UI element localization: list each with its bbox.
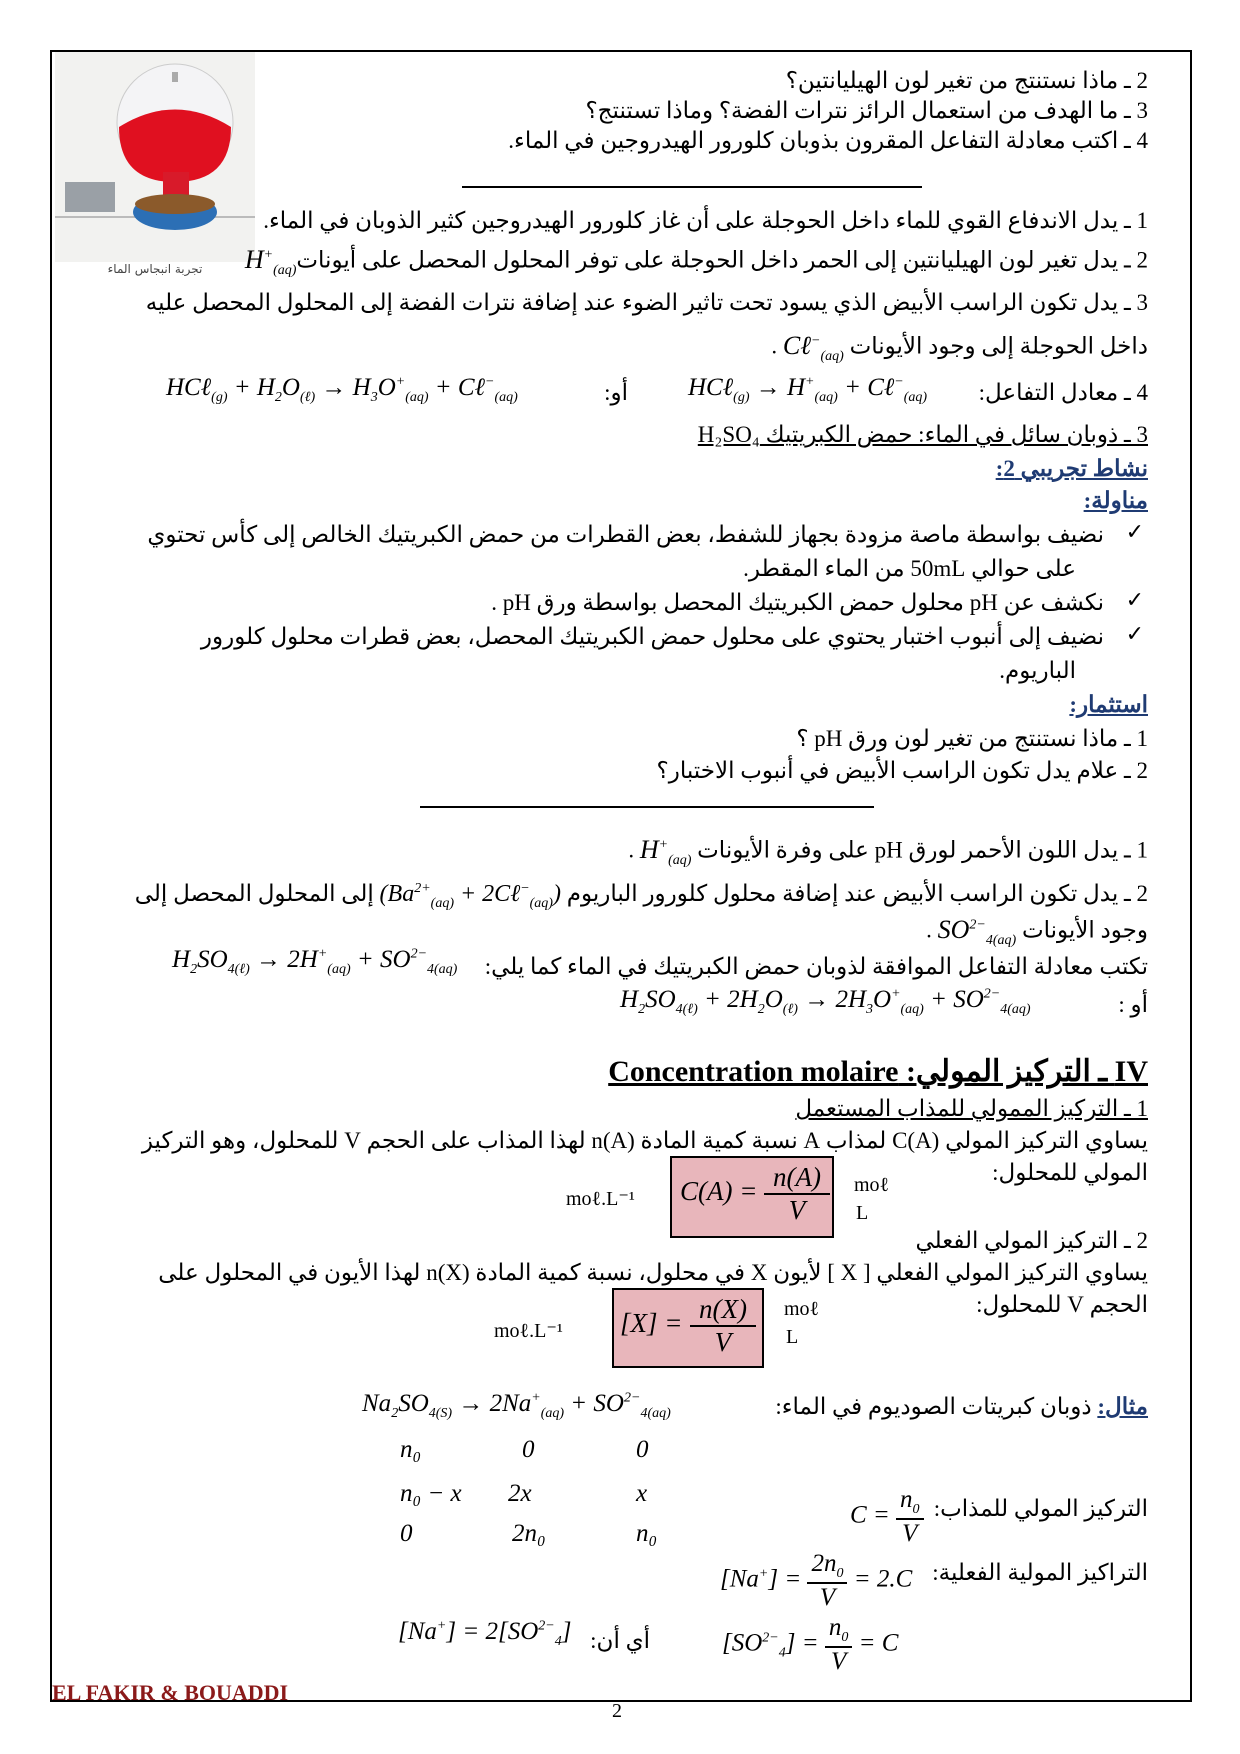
example-line — [775, 1392, 1148, 1422]
formula-na-conc: [Na+] = $\frac{2n_0}{V}$ = 2.C — [720, 1550, 913, 1611]
example-label: مثال: — [1097, 1394, 1148, 1419]
answer2-1: 1 ـ يدل اللون الأحمر لورق pH على وفرة الأيونات $H^+_{(aq)}$ . — [628, 834, 1148, 868]
subsection-1-title: 1 ـ التركيز الممولي للمذاب المستعمل — [795, 1096, 1148, 1121]
check-icon: ✓ — [1125, 520, 1144, 545]
activity2-title: نشاط تجريبي 2: — [995, 456, 1148, 481]
solute-concentration-label: التركيز المولي للمذاب: — [933, 1496, 1148, 1521]
table-cell: 2n₀ — [512, 1520, 546, 1547]
equation-hcl-1: HCℓ$_{(g)}$ → $H^+_{(aq)}$ + Cℓ−$_{(aq)}$ — [688, 374, 928, 405]
equation-hcl-2: HCℓ$_{(g)}$ + $H_2O_{(\ell)} \to H_3O^+_{(aq)}$ + Cℓ−$_{(aq)}$ — [166, 374, 518, 405]
definition-1-line1: يساوي التركيز المولي C(A) لمذاب A نسبة كمية المادة n(A) لهذا المذاب على الحجم V للمحلول، وهو التركيز — [141, 1128, 1148, 1153]
answer1-3-line1: 3 ـ يدل تكون الراسب الأبيض الذي يسود تحت تاثير الضوء عند إضافة نترات الفضة إلى المحلول المحصل عليه — [145, 290, 1148, 315]
unit-mol-1: moℓ — [854, 1174, 890, 1196]
separator-1 — [462, 186, 922, 188]
equation-intro: تكتب معادلة التفاعل الموافقة لذوبان حمض الكبريتيك في الماء كما يلي: — [484, 954, 1148, 979]
answer1-4-label: 4 ـ معادل التفاعل: — [978, 380, 1148, 405]
table-cell: n₀ − x — [400, 1480, 462, 1507]
fountain-experiment-photo — [55, 52, 255, 262]
footer-authors: EL FAKIR & BOUADDI — [52, 1680, 289, 1705]
check-icon: ✓ — [1125, 622, 1144, 647]
ion-concentrations-label: التراكيز المولية الفعلية: — [932, 1560, 1148, 1585]
answer2-2-text: 2 ـ يدل تكون الراسب الأبيض عند إضافة محلول كلورور الباريوم — [566, 881, 1148, 906]
formula-box-ca: C(A) = n(A) V — [670, 1156, 834, 1238]
table-cell: n₀ — [636, 1520, 658, 1547]
step-1-line1: نضيف بواسطة ماصة مزودة بجهاز للشفط، بعض القطرات من حمض الكبريتيك الخالص إلى كأس تحتوي — [147, 522, 1104, 547]
subsection-2-title: 2 ـ التركيز المولي الفعلي — [915, 1228, 1148, 1253]
definition-1-line2: المولي للمحلول: — [992, 1160, 1148, 1185]
answer2-1-text: 1 ـ يدل اللون الأحمر لورق pH على وفرة الأيونات — [697, 837, 1148, 863]
exploit-question-2: 2 ـ علام يدل تكون الراسب الأبيض في أنبوب الاختبار؟ — [656, 758, 1148, 783]
formula-c-solute: C = $\frac{n_0}{V}$ — [850, 1486, 924, 1548]
or-label-1: أو: — [604, 380, 628, 405]
step-1-line2: على حوالي 50mL من الماء المقطر. — [743, 556, 1076, 581]
unit-conc-1: moℓ.L⁻¹ — [566, 1188, 635, 1210]
equation-na2so4: $Na_2SO_{4(S)} \to 2Na^+_{(aq)} + SO^{2-}_{4(aq)}$ — [362, 1390, 671, 1421]
separator-2 — [420, 806, 874, 808]
answer1-1: 1 ـ يدل الاندفاع القوي للماء داخل الحوجلة على أن غاز كلورور الهيدروجين كثير الذوبان في الماء. — [263, 208, 1148, 233]
equation-h2so4-2: $H_2SO_{4(\ell)} + 2H_2O_{(\ell)} \to 2H_3O^+_{(aq)} + SO^{2-}_{4(aq)}$ — [620, 986, 1031, 1017]
answer2-2-tail: إلى المحلول المحصل إلى — [134, 881, 374, 906]
table-cell: 0 — [400, 1520, 413, 1547]
answer2-2-line2-text: وجود الأيونات — [1021, 917, 1148, 943]
equation-h2so4-1: $H_2SO_{4(\ell)} \to 2H^+_{(aq)} + SO^{2-}_{4(aq)}$ — [172, 946, 458, 977]
definition-2-line1: يساوي التركيز المولي الفعلي [ X ] لأيون X في محلول، نسبة كمية المادة n(X) لهذا الأيون في المحلول على — [158, 1260, 1148, 1285]
formula-box-x: [X] = n(X) V — [612, 1288, 764, 1368]
formula-relation: $[Na^+] = 2[SO^{2-}_4]$ — [398, 1618, 572, 1649]
exploit-question-1: 1 ـ ماذا نستنتج من تغير لون ورق pH ؟ — [796, 726, 1148, 751]
table-cell: 0 — [522, 1436, 535, 1463]
question-2: 2 ـ ماذا نستنتج من تغير لون الهيليانتين؟ — [785, 68, 1148, 93]
answer2-2-line1: 2 ـ يدل تكون الراسب الأبيض عند إضافة محلول كلورور الباريوم ($Ba^{2+}_{(aq)}$ + 2Cℓ−$_{(aq)}$) إلى المحلول المحصل إلى — [134, 881, 1148, 911]
thus-label: أي أن: — [590, 1628, 650, 1653]
table-cell: x — [636, 1480, 648, 1507]
unit-l-1: L — [856, 1202, 869, 1224]
question-4: 4 ـ اكتب معادلة التفاعل المقرون بذوبان كلورور الهيدروجين في الماء. — [508, 128, 1148, 153]
unit-l-2: L — [786, 1326, 799, 1348]
table-cell: 2x — [508, 1480, 532, 1507]
definition-2-line2: الحجم V للمحلول: — [976, 1292, 1148, 1317]
photo-caption: تجربة انبجاس الماء — [107, 262, 203, 276]
formula-so4-conc: $[SO^{2-}_4]$ = $\frac{n_0}{V}$ = C — [722, 1614, 899, 1675]
step-3-line1: نضيف إلى أنبوب اختبار يحتوي على محلول حمض الكبريتيك المحصل، بعض قطرات محلول كلورور — [200, 624, 1104, 649]
section-iv-title: IV ـ التركيز المولي: Concentration molaire — [608, 1055, 1148, 1088]
question-3: 3 ـ ما الهدف من استعمال الرائز نترات الفضة؟ وماذا تستنتج؟ — [585, 98, 1148, 123]
step-2: نكشف عن pH محلول حمض الكبريتيك المحصل بواسطة ورق pH . — [491, 590, 1104, 615]
answer1-3-line2-text: داخل الحوجلة إلى وجود الأيونات — [849, 333, 1148, 359]
step-3-line2: الباريوم. — [999, 658, 1076, 683]
example-text: ذوبان كبريتات الصوديوم في الماء: — [775, 1394, 1092, 1419]
page-number: 2 — [612, 1700, 622, 1722]
unit-conc-2: moℓ.L⁻¹ — [494, 1320, 563, 1342]
answer1-5: 3 ـ ذوبان سائل في الماء: حمض الكبريتيك H₂SO₄ — [697, 422, 1148, 447]
answer1-4 — [979, 378, 1148, 408]
answer1-2-text: 2 ـ يدل تغير لون الهيليانتين إلى الحمر داخل الحوجلة على توفر المحلول المحصل على أيونات — [296, 247, 1148, 273]
table-cell: n₀ — [400, 1436, 422, 1463]
answer1-2: 2 ـ يدل تغير لون الهيليانتين إلى الحمر داخل الحوجلة على توفر المحلول المحصل على أيوناتH+$_{(aq)}$ — [244, 244, 1148, 278]
unit-mol-2: moℓ — [784, 1298, 820, 1320]
answer1-3-line2: داخل الحوجلة إلى وجود الأيونات Cℓ−$_{(aq)}$ . — [771, 330, 1148, 364]
check-icon: ✓ — [1125, 588, 1144, 613]
answer2-2-line2: وجود الأيونات $SO^{2-}_{4(aq)}$ . — [926, 914, 1148, 948]
manipulation-title: مناولة: — [1083, 488, 1148, 513]
or-label-2: أو : — [1118, 992, 1148, 1017]
table-cell: 0 — [636, 1436, 649, 1463]
exploitation-title: استثمار: — [1069, 692, 1148, 717]
